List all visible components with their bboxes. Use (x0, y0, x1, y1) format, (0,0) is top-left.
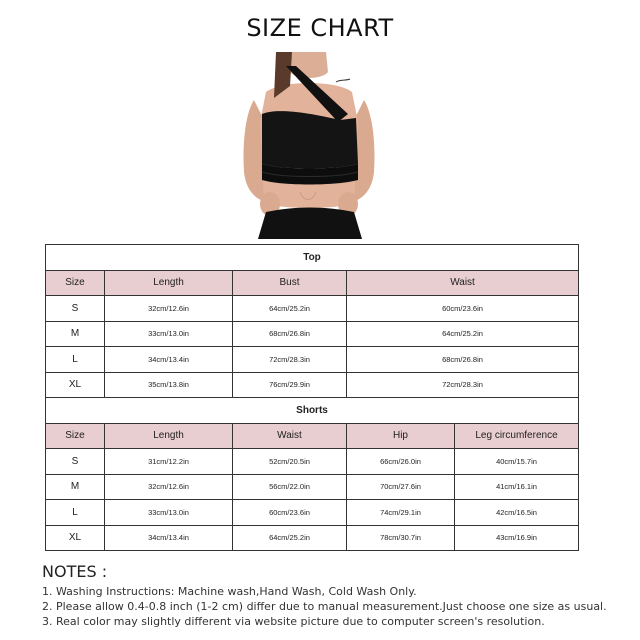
column-header: Size (46, 423, 105, 449)
table-cell: 78cm/30.7in (347, 525, 455, 551)
shorts-section-heading: Shorts (46, 398, 579, 424)
size-cell: M (46, 474, 105, 500)
size-cell: L (46, 347, 105, 373)
top-header-row (46, 270, 579, 296)
column-header: Bust (233, 270, 347, 296)
top-section-row (46, 245, 579, 271)
size-cell: S (46, 449, 105, 475)
table-cell: 43cm/16.9in (455, 525, 579, 551)
size-cell: S (46, 296, 105, 322)
note-line: 1. Washing Instructions: Machine wash,Hand Wash, Cold Wash Only. (42, 585, 417, 598)
table-cell: 72cm/28.3in (233, 347, 347, 373)
table-cell: 41cm/16.1in (455, 474, 579, 500)
note-line: 2. Please allow 0.4-0.8 inch (1-2 cm) differ due to manual measurement.Just choose one size as usual. (42, 600, 607, 613)
table-cell: 68cm/26.8in (347, 347, 579, 373)
table-cell: 33cm/13.0in (105, 321, 233, 347)
model-sports-bra-image (236, 52, 382, 239)
table-cell: 32cm/12.6in (105, 474, 233, 500)
size-cell: XL (46, 525, 105, 551)
table-cell: 42cm/16.5in (455, 500, 579, 526)
notes-section (42, 562, 632, 629)
table-cell: 66cm/26.0in (347, 449, 455, 475)
table-row (46, 321, 579, 347)
size-cell: L (46, 500, 105, 526)
table-cell: 76cm/29.9in (233, 372, 347, 398)
table-cell: 34cm/13.4in (105, 347, 233, 373)
column-header: Waist (233, 423, 347, 449)
column-header: Hip (347, 423, 455, 449)
notes-heading: NOTES : (42, 562, 108, 581)
table-cell: 33cm/13.0in (105, 500, 233, 526)
table-cell: 72cm/28.3in (347, 372, 579, 398)
column-header: Length (105, 270, 233, 296)
shorts-header-row (46, 423, 579, 449)
table-cell: 60cm/23.6in (233, 500, 347, 526)
column-header: Leg circumference (455, 423, 579, 449)
table-row (46, 500, 579, 526)
product-photo (236, 52, 382, 239)
top-section-heading: Top (46, 245, 579, 271)
column-header: Length (105, 423, 233, 449)
table-row (46, 449, 579, 475)
table-cell: 31cm/12.2in (105, 449, 233, 475)
table-row (46, 474, 579, 500)
table-cell: 34cm/13.4in (105, 525, 233, 551)
table-cell: 68cm/26.8in (233, 321, 347, 347)
table-cell: 56cm/22.0in (233, 474, 347, 500)
table-cell: 70cm/27.6in (347, 474, 455, 500)
table-row (46, 296, 579, 322)
size-chart-table (45, 244, 579, 551)
table-row (46, 372, 579, 398)
table-cell: 52cm/20.5in (233, 449, 347, 475)
table-cell: 64cm/25.2in (233, 296, 347, 322)
table-cell: 35cm/13.8in (105, 372, 233, 398)
table-cell: 40cm/15.7in (455, 449, 579, 475)
shorts-section-row (46, 398, 579, 424)
size-cell: XL (46, 372, 105, 398)
table-cell: 64cm/25.2in (347, 321, 579, 347)
table-cell: 60cm/23.6in (347, 296, 579, 322)
column-header: Waist (347, 270, 579, 296)
table-cell: 64cm/25.2in (233, 525, 347, 551)
note-line: 3. Real color may slightly different via website picture due to computer screen's resolution. (42, 615, 545, 628)
table-cell: 74cm/29.1in (347, 500, 455, 526)
page-title: SIZE CHART (246, 14, 394, 42)
size-cell: M (46, 321, 105, 347)
table-row (46, 347, 579, 373)
column-header: Size (46, 270, 105, 296)
table-cell: 32cm/12.6in (105, 296, 233, 322)
table-row (46, 525, 579, 551)
